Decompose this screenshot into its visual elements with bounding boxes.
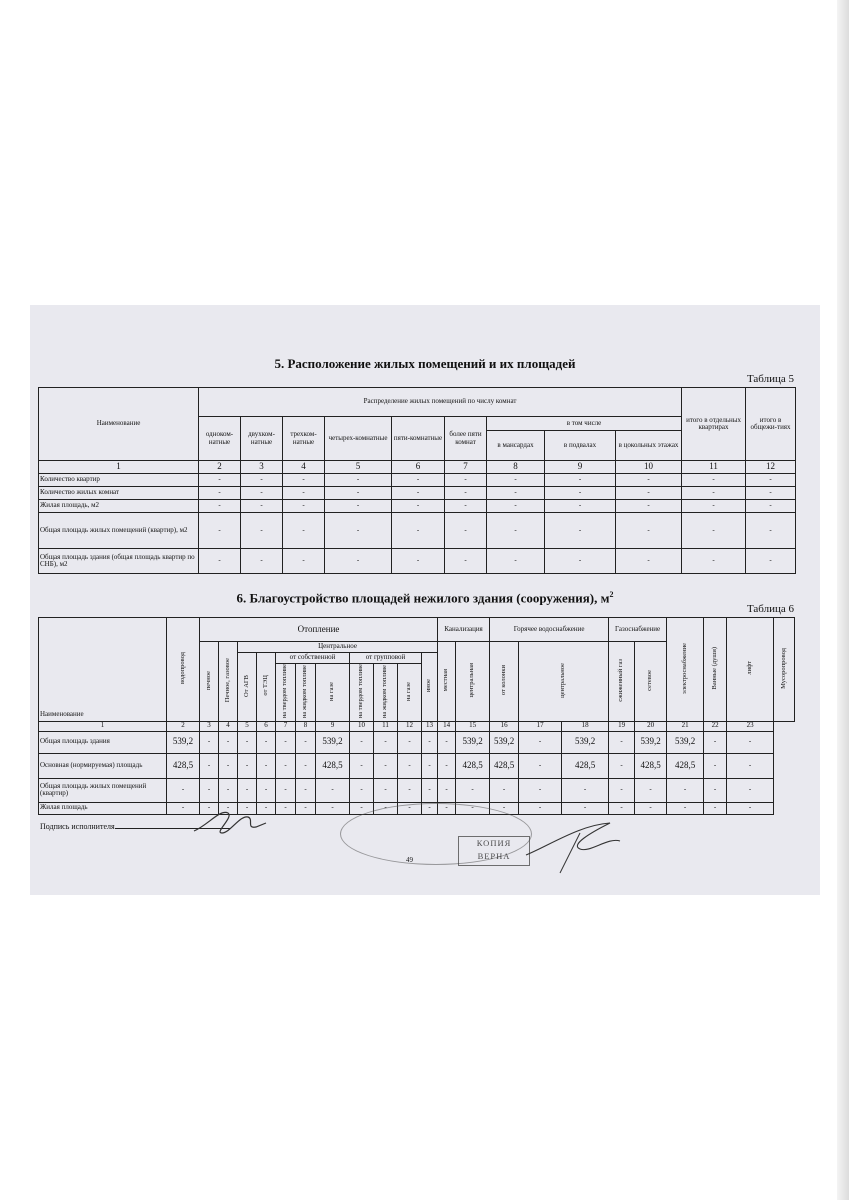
cell: - bbox=[392, 487, 445, 500]
cell: - bbox=[445, 474, 487, 487]
cell: - bbox=[746, 549, 796, 574]
t6-header-tec: от ТЭЦ bbox=[257, 653, 276, 722]
cell: - bbox=[398, 778, 422, 802]
cell: - bbox=[296, 731, 316, 753]
t5-colnum: 8 bbox=[487, 461, 545, 474]
cell: 428,5 bbox=[635, 753, 667, 778]
table-row bbox=[39, 474, 796, 487]
cell: - bbox=[422, 753, 438, 778]
t6-header-central-sewer: центральная bbox=[456, 642, 490, 722]
t6-colnum: 22 bbox=[704, 721, 727, 731]
cell: - bbox=[350, 778, 374, 802]
cell: - bbox=[727, 778, 774, 802]
cell: 539,2 bbox=[562, 731, 609, 753]
row-label: Общая площадь здания (общая площадь квартир по СНБ), м2 bbox=[39, 549, 199, 574]
t6-number-row bbox=[39, 721, 795, 731]
cell: - bbox=[238, 778, 257, 802]
cell: - bbox=[325, 549, 392, 574]
t6-colnum: 1 bbox=[39, 721, 167, 731]
cell: 428,5 bbox=[562, 753, 609, 778]
cell: - bbox=[704, 753, 727, 778]
cell: - bbox=[487, 549, 545, 574]
t5-colnum: 7 bbox=[445, 461, 487, 474]
cell: 539,2 bbox=[316, 731, 350, 753]
cell: 539,2 bbox=[490, 731, 519, 753]
table-row bbox=[39, 549, 796, 574]
cell: - bbox=[219, 778, 238, 802]
cell: - bbox=[545, 487, 616, 500]
cell: - bbox=[241, 513, 283, 549]
t5-header-socle: в цокольных этажах bbox=[616, 431, 682, 461]
t6-colnum: 3 bbox=[200, 721, 219, 731]
cell: - bbox=[325, 513, 392, 549]
cell: - bbox=[667, 802, 704, 814]
cell: - bbox=[635, 778, 667, 802]
cell: - bbox=[445, 487, 487, 500]
cell: - bbox=[238, 731, 257, 753]
t6-header-from-column: от колонки bbox=[490, 642, 519, 722]
t5-header-five: пяти-комнатные bbox=[392, 417, 445, 461]
cell: - bbox=[616, 487, 682, 500]
cell: - bbox=[609, 731, 635, 753]
cell: - bbox=[682, 474, 746, 487]
t5-colnum: 11 bbox=[682, 461, 746, 474]
cell: - bbox=[350, 802, 374, 814]
cell: - bbox=[238, 802, 257, 814]
cell: - bbox=[219, 802, 238, 814]
cell: - bbox=[438, 753, 456, 778]
section6-title-sup: 2 bbox=[609, 590, 614, 599]
t6-header-other: иное bbox=[422, 653, 438, 722]
cell: - bbox=[200, 731, 219, 753]
cell: - bbox=[487, 500, 545, 513]
cell: - bbox=[456, 802, 490, 814]
cell: - bbox=[727, 753, 774, 778]
cell: - bbox=[562, 802, 609, 814]
cell: - bbox=[276, 731, 296, 753]
t6-header-heating: Отопление bbox=[200, 618, 438, 642]
cell: - bbox=[609, 778, 635, 802]
cell: - bbox=[257, 731, 276, 753]
row-label: Жилая площадь bbox=[39, 802, 167, 814]
t5-header-name: Наименование bbox=[39, 388, 199, 461]
t5-header-basement: в подвалах bbox=[545, 431, 616, 461]
t6-header-water: водопровод bbox=[167, 618, 200, 722]
cell: - bbox=[257, 778, 276, 802]
cell: - bbox=[682, 513, 746, 549]
certifier-signature bbox=[520, 815, 630, 875]
cell: - bbox=[283, 513, 325, 549]
cell: - bbox=[616, 474, 682, 487]
cell: 428,5 bbox=[167, 753, 200, 778]
t5-header-attic: в мансардах bbox=[487, 431, 545, 461]
cell: - bbox=[438, 778, 456, 802]
t6-colnum: 19 bbox=[609, 721, 635, 731]
t6-colnum: 23 bbox=[727, 721, 774, 731]
t6-colnum: 5 bbox=[238, 721, 257, 731]
t6-header-network: сетевое bbox=[635, 642, 667, 722]
row-label: Общая площадь здания bbox=[39, 731, 167, 753]
t5-colnum: 6 bbox=[392, 461, 445, 474]
cell: - bbox=[438, 731, 456, 753]
t5-colnum: 1 bbox=[39, 461, 199, 474]
t5-header-total-dorm: итого в общежи-тиях bbox=[746, 388, 796, 461]
table5-label: Таблица 5 bbox=[746, 373, 794, 385]
t6-header-central-hw: центральное bbox=[519, 642, 609, 722]
t6-header-baths: Ванные (души) bbox=[704, 618, 727, 722]
t6-colnum: 10 bbox=[350, 721, 374, 731]
table6 bbox=[38, 617, 795, 815]
cell: - bbox=[283, 487, 325, 500]
t5-header-four: четырех-комнатные bbox=[325, 417, 392, 461]
cell: - bbox=[609, 802, 635, 814]
cell: - bbox=[545, 500, 616, 513]
t6-colnum: 4 bbox=[219, 721, 238, 731]
cell: - bbox=[445, 500, 487, 513]
cell: - bbox=[199, 513, 241, 549]
cell: - bbox=[487, 513, 545, 549]
t6-header-solid1: на твердом топливе bbox=[276, 664, 296, 722]
cell: - bbox=[257, 753, 276, 778]
cell: - bbox=[241, 487, 283, 500]
table-row bbox=[39, 500, 796, 513]
cell: - bbox=[392, 513, 445, 549]
cell: - bbox=[445, 513, 487, 549]
cell: - bbox=[727, 731, 774, 753]
row-label: Основная (нормируемая) площадь bbox=[39, 753, 167, 778]
t6-header-gas1: на газе bbox=[316, 664, 350, 722]
t6-header-own: от собственной bbox=[276, 653, 350, 664]
cell: - bbox=[682, 549, 746, 574]
table6-label: Таблица 6 bbox=[746, 603, 794, 615]
t6-header-solid2: на твердом топливе bbox=[350, 664, 374, 722]
cell: - bbox=[398, 802, 422, 814]
t5-colnum: 5 bbox=[325, 461, 392, 474]
page-edge bbox=[837, 0, 849, 1200]
cell: - bbox=[219, 753, 238, 778]
t6-colnum: 21 bbox=[667, 721, 704, 731]
cell: - bbox=[616, 549, 682, 574]
section5-title: 5. Расположение жилых помещений и их площадей bbox=[274, 356, 576, 371]
cell: - bbox=[727, 802, 774, 814]
cell: - bbox=[704, 778, 727, 802]
row-label: Жилая площадь, м2 bbox=[39, 500, 199, 513]
cell: - bbox=[746, 513, 796, 549]
row-label: Общая площадь жилых помещений (квартир), м2 bbox=[39, 513, 199, 549]
cell: - bbox=[374, 802, 398, 814]
t5-header-total-apartments: итого в отдельных квартирах bbox=[682, 388, 746, 461]
t5-colnum: 3 bbox=[241, 461, 283, 474]
cell: - bbox=[238, 753, 257, 778]
t5-colnum: 4 bbox=[283, 461, 325, 474]
t6-header-sewer: Канализация bbox=[438, 618, 490, 642]
t6-colnum: 11 bbox=[374, 721, 398, 731]
row-label: Общая площадь жилых помещений (квартир) bbox=[39, 778, 167, 802]
page-number: 49 bbox=[406, 856, 413, 864]
cell: - bbox=[456, 778, 490, 802]
cell: 428,5 bbox=[316, 753, 350, 778]
cell: - bbox=[398, 731, 422, 753]
t6-colnum: 13 bbox=[422, 721, 438, 731]
cell: - bbox=[682, 487, 746, 500]
t5-header-two: двухком-натные bbox=[241, 417, 283, 461]
t5-header-three: трехком-натные bbox=[283, 417, 325, 461]
t5-header-more: более пяти комнат bbox=[445, 417, 487, 461]
t5-header-one: одноком-натные bbox=[199, 417, 241, 461]
t5-colnum: 10 bbox=[616, 461, 682, 474]
t6-header-lift: лифт bbox=[727, 618, 774, 722]
cell: - bbox=[316, 802, 350, 814]
cell: - bbox=[374, 753, 398, 778]
cell: - bbox=[519, 778, 562, 802]
cell: - bbox=[487, 474, 545, 487]
t6-colnum: 18 bbox=[562, 721, 609, 731]
cell: - bbox=[545, 513, 616, 549]
t6-colnum: 6 bbox=[257, 721, 276, 731]
cell: - bbox=[276, 753, 296, 778]
t6-colnum: 20 bbox=[635, 721, 667, 731]
table5 bbox=[38, 387, 796, 574]
cell: - bbox=[296, 753, 316, 778]
cell: - bbox=[422, 802, 438, 814]
t6-colnum: 12 bbox=[398, 721, 422, 731]
cell: - bbox=[490, 778, 519, 802]
cell: - bbox=[276, 802, 296, 814]
cell: - bbox=[635, 802, 667, 814]
cell: - bbox=[616, 513, 682, 549]
signature-label: Подпись исполнителя bbox=[40, 822, 230, 831]
t6-header-stove-gas: Печное, газовое bbox=[219, 642, 238, 722]
cell: - bbox=[283, 500, 325, 513]
table-row bbox=[39, 778, 795, 802]
cell: - bbox=[438, 802, 456, 814]
t6-header-liquid1: на жидком топливе bbox=[296, 664, 316, 722]
cell: - bbox=[487, 487, 545, 500]
cell: 428,5 bbox=[490, 753, 519, 778]
cell: 539,2 bbox=[635, 731, 667, 753]
cell: - bbox=[276, 778, 296, 802]
t6-header-name: Наименование bbox=[39, 618, 167, 722]
t6-colnum: 15 bbox=[456, 721, 490, 731]
cell: - bbox=[200, 802, 219, 814]
cell: - bbox=[392, 500, 445, 513]
t6-colnum: 14 bbox=[438, 721, 456, 731]
cell: - bbox=[746, 474, 796, 487]
copy-stamp: КОПИЯ ВЕРНА bbox=[458, 836, 530, 866]
section6-title-text: 6. Благоустройство площадей нежилого здания (сооружения), м bbox=[236, 590, 610, 606]
cell: - bbox=[283, 549, 325, 574]
cell: - bbox=[422, 731, 438, 753]
cell: - bbox=[374, 731, 398, 753]
t5-number-row bbox=[39, 461, 796, 474]
cell: - bbox=[241, 500, 283, 513]
t6-header-liquid2: на жидком топливе bbox=[374, 664, 398, 722]
t6-colnum: 16 bbox=[490, 721, 519, 731]
t6-header-hot-water: Горячее водоснабжение bbox=[490, 618, 609, 642]
cell: 539,2 bbox=[456, 731, 490, 753]
cell: - bbox=[200, 778, 219, 802]
cell: 539,2 bbox=[667, 731, 704, 753]
cell: - bbox=[167, 778, 200, 802]
cell: - bbox=[199, 500, 241, 513]
cell: - bbox=[746, 487, 796, 500]
cell: - bbox=[219, 731, 238, 753]
t5-header-incl: в том числе bbox=[487, 417, 682, 431]
cell: - bbox=[609, 753, 635, 778]
cell: - bbox=[325, 487, 392, 500]
cell: - bbox=[283, 474, 325, 487]
table-row bbox=[39, 487, 796, 500]
cell: - bbox=[545, 474, 616, 487]
t6-colnum: 2 bbox=[167, 721, 200, 731]
t6-header-gas-supply: Газоснабжение bbox=[609, 618, 667, 642]
cell: - bbox=[199, 487, 241, 500]
table-row bbox=[39, 731, 795, 753]
t6-header-agv: От АГВ bbox=[238, 653, 257, 722]
row-label: Количество жилых комнат bbox=[39, 487, 199, 500]
cell: - bbox=[241, 549, 283, 574]
cell: 428,5 bbox=[667, 753, 704, 778]
cell: - bbox=[199, 549, 241, 574]
t6-colnum: 9 bbox=[316, 721, 350, 731]
cell: - bbox=[325, 500, 392, 513]
cell: - bbox=[296, 778, 316, 802]
cell: - bbox=[325, 474, 392, 487]
t6-header-gas2: на газе bbox=[398, 664, 422, 722]
cell: - bbox=[490, 802, 519, 814]
cell: - bbox=[374, 778, 398, 802]
cell: - bbox=[296, 802, 316, 814]
cell: 428,5 bbox=[456, 753, 490, 778]
cell: - bbox=[199, 474, 241, 487]
table-row bbox=[39, 753, 795, 778]
cell: - bbox=[746, 500, 796, 513]
cell: - bbox=[616, 500, 682, 513]
t6-colnum: 8 bbox=[296, 721, 316, 731]
t6-header-stove: печное bbox=[200, 642, 219, 722]
cell: - bbox=[350, 731, 374, 753]
t5-colnum: 9 bbox=[545, 461, 616, 474]
cell: - bbox=[704, 731, 727, 753]
cell: - bbox=[545, 549, 616, 574]
cell: - bbox=[392, 549, 445, 574]
t6-header-group: от групповой bbox=[350, 653, 422, 664]
cell: - bbox=[519, 802, 562, 814]
cell: - bbox=[519, 731, 562, 753]
cell: - bbox=[519, 753, 562, 778]
t6-colnum: 17 bbox=[519, 721, 562, 731]
t5-colnum: 12 bbox=[746, 461, 796, 474]
t5-colnum: 2 bbox=[199, 461, 241, 474]
cell: - bbox=[445, 549, 487, 574]
cell: - bbox=[350, 753, 374, 778]
cell: - bbox=[682, 500, 746, 513]
cell: - bbox=[398, 753, 422, 778]
executor-signature bbox=[190, 803, 270, 839]
t6-header-electric: электроснабжение bbox=[667, 618, 704, 722]
cell: - bbox=[704, 802, 727, 814]
cell: - bbox=[200, 753, 219, 778]
cell: - bbox=[392, 474, 445, 487]
table-row bbox=[39, 513, 796, 549]
t5-header-distribution: Распределение жилых помещений по числу комнат bbox=[199, 388, 682, 417]
cell: - bbox=[562, 778, 609, 802]
t6-colnum: 7 bbox=[276, 721, 296, 731]
t6-header-local: местная bbox=[438, 642, 456, 722]
t6-header-garbage: Мусоропровод bbox=[774, 618, 795, 722]
row-label: Количество квартир bbox=[39, 474, 199, 487]
cell: - bbox=[316, 778, 350, 802]
cell: - bbox=[167, 802, 200, 814]
t6-header-liquefied-gas: сжиженный газ bbox=[609, 642, 635, 722]
cell: - bbox=[422, 778, 438, 802]
cell: - bbox=[241, 474, 283, 487]
cell: 539,2 bbox=[167, 731, 200, 753]
t6-header-central: Центральное bbox=[238, 642, 438, 653]
cell: - bbox=[667, 778, 704, 802]
cell: - bbox=[257, 802, 276, 814]
